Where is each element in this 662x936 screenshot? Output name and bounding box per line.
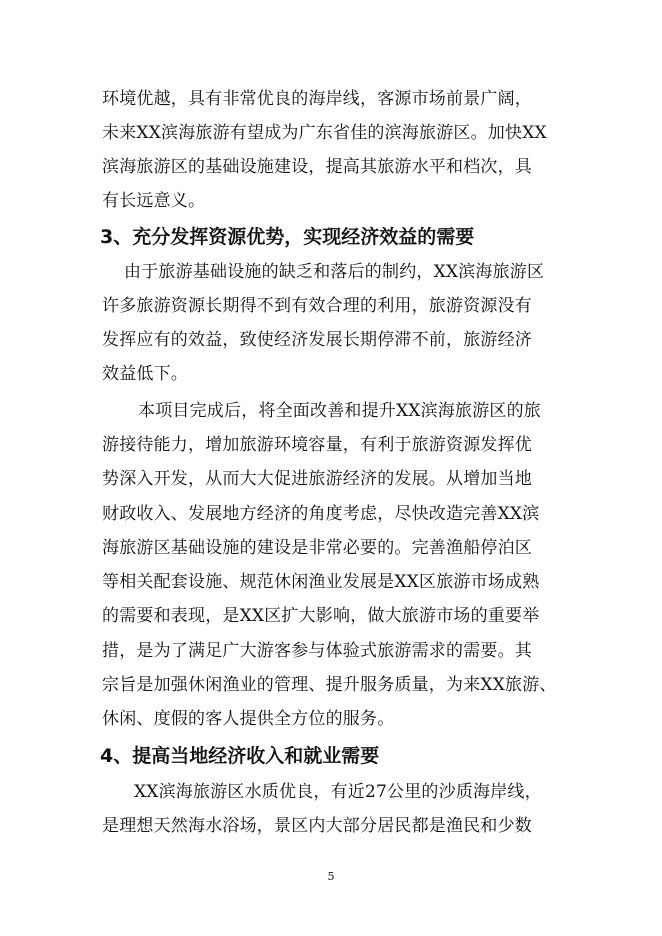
paragraph-3-line-6: 等相关配套设施、规范休闲渔业发展是XX区旅游市场成熟 — [102, 572, 540, 592]
paragraph-4-line-1: XX滨海旅游区水质优良，有近27公里的沙质海岸线， — [134, 782, 542, 802]
paragraph-3-line-1: 本项目完成后，将全面改善和提升XX滨海旅游区的旅 — [138, 401, 542, 421]
paragraph-3-line-3: 势深入开发，从而大大促进旅游经济的发展。从增加当地 — [102, 469, 532, 489]
section-heading-3: 3、充分发挥资源优势，实现经济效益的需要 — [100, 226, 475, 248]
paragraph-3-line-2: 游接待能力，增加旅游环境容量，有利于旅游资源发挥优 — [102, 435, 532, 455]
paragraph-2-line-3: 发挥应有的效益，致使经济发展长期停滞不前，旅游经济 — [102, 330, 532, 350]
paragraph-3-line-8: 措，是为了满足广大游客参与体验式旅游需求的需要。其 — [102, 641, 532, 661]
paragraph-2-line-4: 效益低下。 — [102, 364, 188, 384]
paragraph-1-line-1: 环境优越，具有非常优良的海岸线，客源市场前景广阔， — [102, 89, 532, 109]
paragraph-1-line-4: 有长远意义。 — [102, 191, 206, 211]
paragraph-3-line-9: 宗旨是加强休闲渔业的管理、提升服务质量，为来XX旅游、 — [102, 675, 557, 695]
paragraph-3-line-5: 海旅游区基础设施的建设是非常必要的。完善渔船停泊区 — [102, 538, 532, 558]
paragraph-2-line-2: 许多旅游资源长期得不到有效合理的利用，旅游资源没有 — [102, 296, 532, 316]
paragraph-4-line-2: 是理想天然海水浴场，景区内大部分居民都是渔民和少数 — [102, 816, 532, 836]
paragraph-3-line-4: 财政收入、发展地方经济的角度考虑，尽快改造完善XX滨 — [102, 504, 540, 524]
paragraph-1-line-3: 滨海旅游区的基础设施建设，提高其旅游水平和档次，具 — [102, 157, 532, 177]
paragraph-2-line-1: 由于旅游基础设施的缺乏和落后的制约，XX滨海旅游区 — [124, 262, 545, 282]
page-number: 5 — [327, 870, 335, 883]
paragraph-1-line-2: 未来XX滨海旅游有望成为广东省佳的滨海旅游区。加快XX — [102, 123, 547, 143]
paragraph-3-line-10: 休闲、度假的客人提供全方位的服务。 — [102, 709, 395, 729]
paragraph-3-line-7: 的需要和表现，是XX区扩大影响，做大旅游市场的重要举 — [102, 606, 540, 626]
section-heading-4: 4、提高当地经济收入和就业需要 — [100, 745, 380, 767]
